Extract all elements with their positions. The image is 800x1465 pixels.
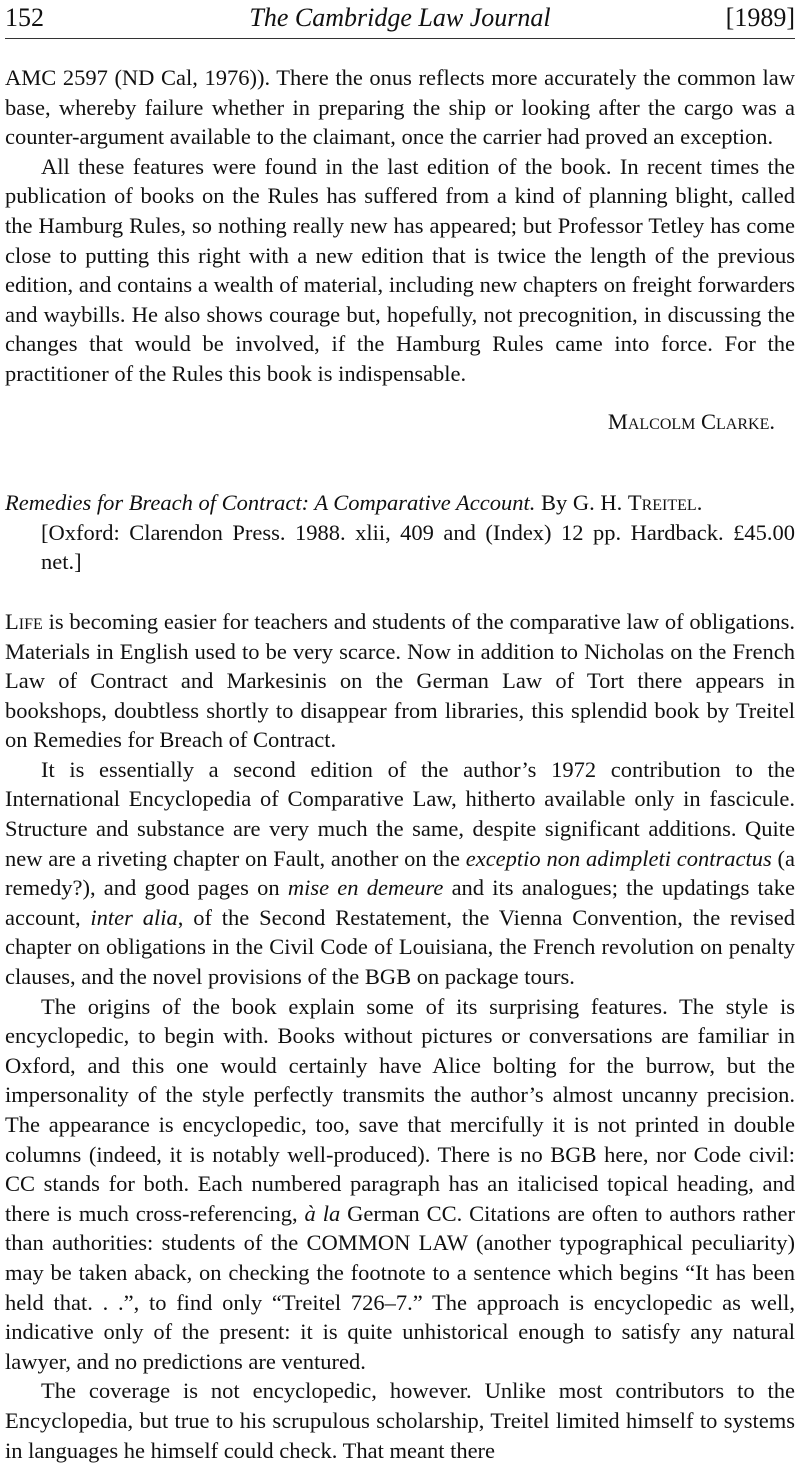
book-citation bbox=[5, 488, 795, 518]
review-paragraph-2-italic-3: inter alia bbox=[90, 904, 178, 930]
review-paragraph-2-text-a: It is essentially a second edition of the author’s 1972 contribution to the International Encyclopedia of Comparative Law, hitherto available only in fascicule. Structure and substance are very much the same, despite significant additions. Quite new are a riveting chapter on Fault, another on the bbox=[5, 756, 795, 871]
review-paragraph-3-italic-1: à la bbox=[304, 1200, 341, 1226]
review-paragraph-2-italic-1: exceptio non adimpleti contractus bbox=[465, 845, 772, 871]
lead-word: Life bbox=[5, 608, 43, 634]
book-title: Remedies for Breach of Contract: A Comparative Account. bbox=[5, 490, 536, 516]
volume-year: [1989] bbox=[725, 3, 795, 32]
book-by: By G. H. bbox=[535, 490, 628, 516]
review-paragraph-1-text: is becoming easier for teachers and students of the comparative law of obligations. Materials in English used to be very scarce. Now in addition to Nicholas on the French Law of Contract and Markesinis on the German Law of Tort there appears in bookshops, doubtless shortly to disappear from libraries, this splendid book by Treitel on Remedies for Breach of Contract. bbox=[5, 608, 795, 753]
header-rule bbox=[5, 38, 795, 39]
review-paragraph-3-text-b: German CC. Citations are often to authors rather than authorities: students of the COMMON LAW (another typographical peculiarity) may be taken aback, on checking the footnote to a sentence which begins “It has been held that. . .”, to find only “Treitel 726–7.” The approach is encyclopedic as well, indicative only of the present: it is quite unhistorical enough to satisfy any natural lawyer, and no predictions are ventured. bbox=[5, 1200, 795, 1374]
review-paragraph-2-text-d: , of the Second Restatement, the Vienna Convention, the revised chapter on obligations in the Civil Code of Louisiana, the French revolution on penalty clauses, and the novel provisions of the BGB on package tours. bbox=[5, 904, 795, 990]
journal-title: The Cambridge Law Journal bbox=[249, 3, 551, 32]
review-paragraph-2-text-c: and its analogues; the updatings take account, bbox=[5, 875, 796, 930]
reviewer-signature: Malcolm Clarke. bbox=[607, 408, 775, 434]
previous-review-ending bbox=[5, 63, 795, 436]
running-head bbox=[5, 0, 795, 36]
review-body bbox=[5, 607, 795, 1465]
review-paragraph-3 bbox=[5, 992, 795, 1377]
book-publication-details: [Oxford: Clarendon Press. 1988. xlii, 409 and (Index) 12 pp. Hardback. £45.00 net.] bbox=[41, 519, 795, 575]
review-paragraph-1 bbox=[5, 607, 795, 755]
journal-page bbox=[5, 0, 795, 1465]
review-paragraph-4: The coverage is not encyclopedic, however. Unlike most contributors to the Encyclopedia, but true to his scrupulous scholarship, Treitel limited himself to systems in languages he himself could check. That meant there bbox=[5, 1378, 795, 1463]
previous-review-paragraph-2: All these features were found in the last edition of the book. In recent times the publication of books on the Rules has suffered from a kind of planning blight, called the Hamburg Rules, so nothing really new has appeared; but Professor Tetley has come close to putting this right with a new edition that is twice the length of the previous edition, and contains a wealth of material, including new chapters on freight forwarders and waybills. He also shows courage but, hopefully, not precognition, in discussing the changes that would be involved, if the Hamburg Rules came into force. For the practitioner of the Rules this book is indispensable. bbox=[5, 153, 795, 386]
review-paragraph-2-text-b: (a remedy?), and good pages on bbox=[5, 845, 795, 901]
review-paragraph-2 bbox=[5, 755, 795, 992]
book-author: Treitel. bbox=[627, 490, 703, 516]
page-number: 152 bbox=[5, 3, 44, 32]
review-paragraph-2-italic-2: mise en demeure bbox=[287, 875, 444, 901]
review-paragraph-3-text-a: The origins of the book explain some of its surprising features. The style is encyclopedic, to begin with. Books without pictures or conversations are familiar in Oxford, and this one would certainly have Alice bolting for the burrow, but the impersonality of the style perfectly transmits the author’s almost uncanny precision. The appearance is encyclopedic, too, save that mercifully it is not printed in double columns (indeed, it is notably well-produced). There is no BGB here, nor Code civil: CC stands for both. Each numbered paragraph has an italicised topical heading, and there is much cross-referencing, bbox=[5, 993, 795, 1226]
previous-review-paragraph-1: AMC 2597 (ND Cal, 1976)). There the onus reflects more accurately the common law base, whereby failure whether in preparing the ship or looking after the cargo was a counter-argument available to the claimant, once the carrier had proved an exception. bbox=[5, 65, 795, 150]
